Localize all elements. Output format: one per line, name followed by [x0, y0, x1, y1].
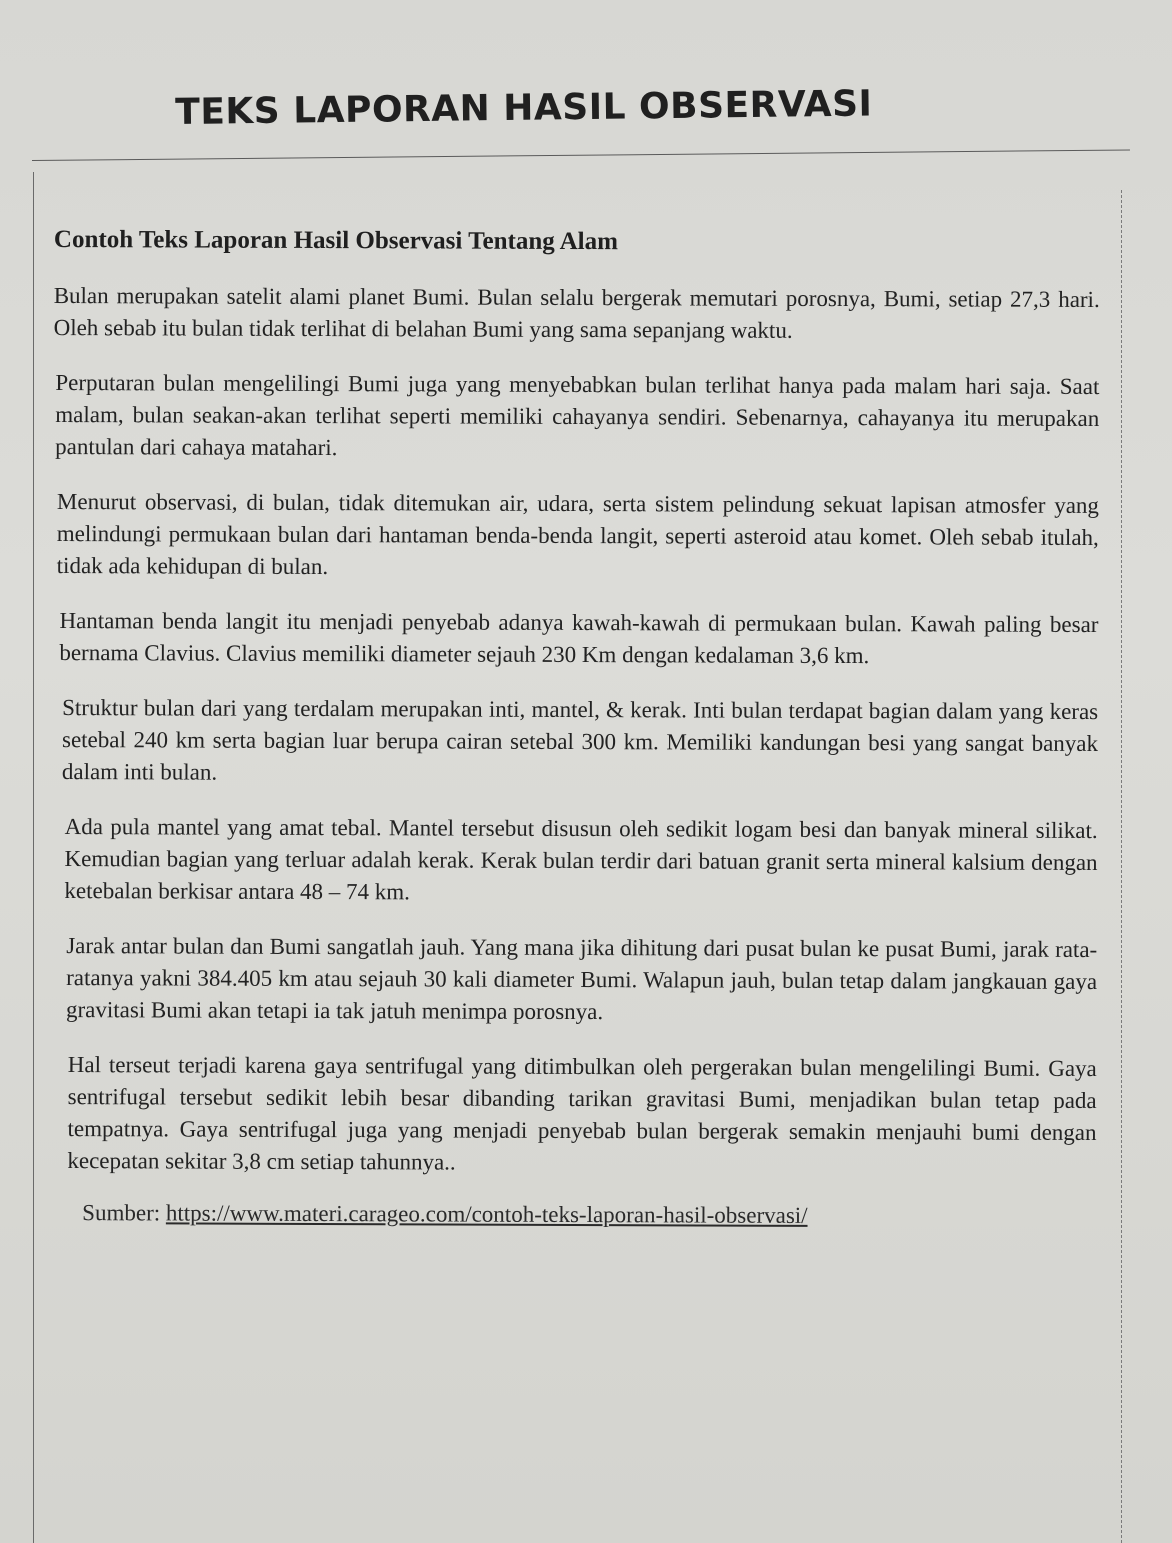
paragraph-7: Jarak antar bulan dan Bumi sangatlah jauh. Yang mana jika dihitung dari pusat bulan ke pusat Bumi, jarak rata-ratanya yakni 384.405 km atau sejauh 30 kali diameter Bumi. Walapun jauh, bulan tetap dalam jangkauan gaya gravitasi Bumi akan tetapi ia tak jatuh menimpa porosnya. — [65, 933, 1098, 1025]
content-box-left-border — [33, 172, 34, 1543]
paragraph-1: Bulan merupakan satelit alami planet Bumi. Bulan selalu bergerak memutari porosnya, Bumi, setiap 27,3 hari. Oleh sebab itu bulan tidak terlihat di belahan Bumi yang sama sepanjang waktu. — [53, 282, 1100, 343]
paragraph-8: Hal terseut terjadi karena gaya sentrifugal yang ditimbulkan oleh pergerakan bulan mengelilingi Bumi. Gaya sentrifugal tersebut sedikit lebih besar dibanding tarikan gravitasi Bumi, menjadikan bulan tetap pada tempatnya. Gaya sentrifugal juga yang menjadi penyebab bulan bergerak semakin menjauhi bumi dengan kecepatan sekitar 3,8 cm setiap tahunnya.. — [67, 1052, 1097, 1175]
content-box-right-border — [1121, 190, 1123, 1543]
paragraph-6: Ada pula mantel yang amat tebal. Mantel tersebut disusun oleh sedikit logam besi dan banyak mineral silikat. Kemudian bagian yang terluar adalah kerak. Kerak bulan terdir dari batuan granit serta mineral kalsium dengan ketebalan berkisar antara 48 – 74 km. — [64, 814, 1098, 905]
source-link[interactable]: https://www.materi.carageo.com/contoh-teks-laporan-hasil-observasi/ — [165, 1200, 808, 1228]
source-line — [82, 1200, 1096, 1230]
paragraph-2: Perputaran bulan mengelilingi Bumi juga yang menyebabkan bulan terlihat hanya pada malam hari saja. Saat malam, bulan seakan-akan terlihat seperti memiliki cahayanya sendiri. Sebenarnya, cahayanya itu merupakan pantulan dari cahaya matahari. — [55, 370, 1100, 461]
title-divider — [32, 149, 1130, 161]
paragraph-3: Menurut observasi, di bulan, tidak ditemukan air, udara, serta sistem pelindung sekuat lapisan atmosfer yang melindungi permukaan bulan dari hantaman benda-benda langit, seperti asteroid atau komet. Oleh sebab itulah, tidak ada kehidupan di bulan. — [56, 489, 1099, 580]
content-box — [50, 226, 1100, 1230]
paragraph-4: Hantaman benda langit itu menjadi penyebab adanya kawah-kawah di permukaan bulan. Kawah paling besar bernama Clavius. Clavius memiliki diameter sejauh 230 Km dengan kedalaman 3,6 km. — [59, 608, 1099, 669]
section-subtitle: Contoh Teks Laporan Hasil Observasi Tentang Alam — [53, 226, 619, 256]
document-title: TEKS LAPORAN HASIL OBSERVASI — [175, 83, 873, 133]
paragraph-5: Struktur bulan dari yang terdalam merupakan inti, mantel, & kerak. Inti bulan terdapat bagian dalam yang keras setebal 240 km serta bagian luar berupa cairan setebal 300 km. Memiliki kandungan besi yang sangat banyak dalam inti bulan. — [61, 695, 1099, 785]
source-label: Sumber: — [82, 1200, 161, 1226]
